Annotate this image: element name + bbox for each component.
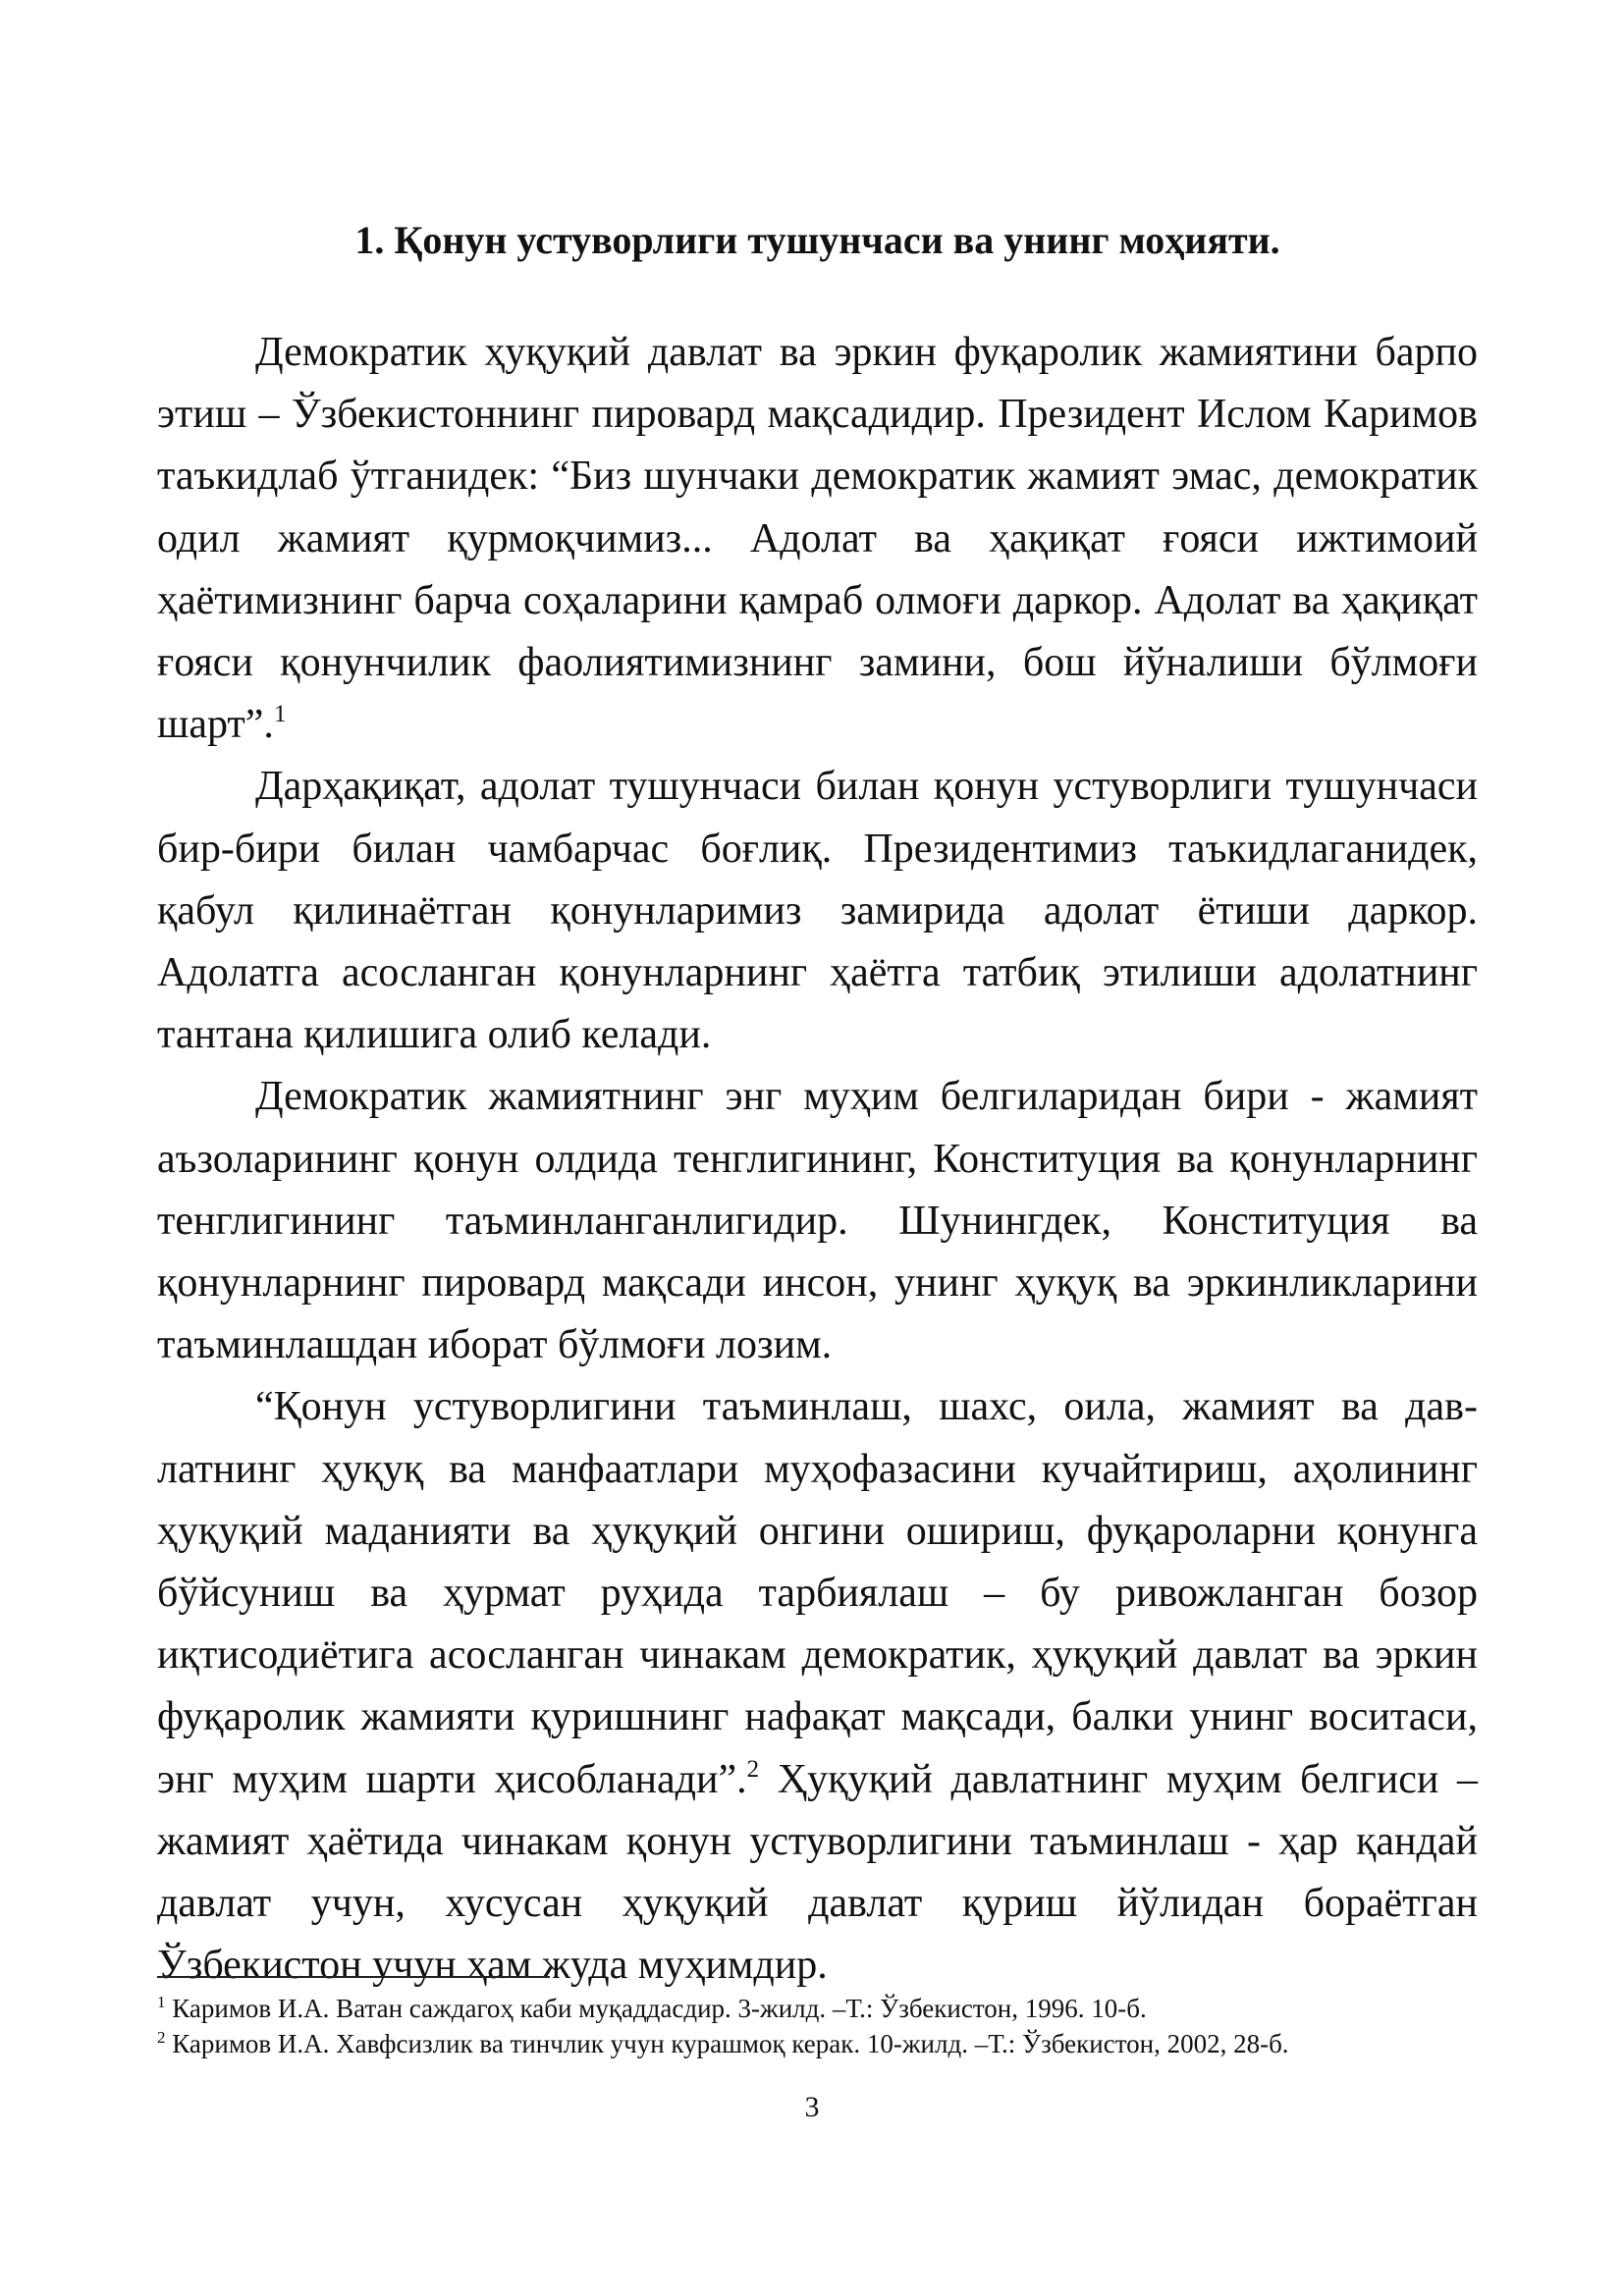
paragraph-text: Демократик жамиятнинг энг муҳим белгиларидан бири - жамият аъзоларининг қонун олдида тенглигининг, Конституция ва қонунларнинг тенглигининг таъминланганлигидир. Шунингдек, Конституция ва қонунларнинг пировард мақсади инсон, унинг ҳуқуқ ва эркинликларини таъминлашдан иборат бўлмоғи лозим. <box>157 1074 1478 1368</box>
paragraph <box>157 756 1478 1066</box>
footnote-ref: 1 <box>273 701 287 728</box>
footnote-mark: 2 <box>157 2028 166 2047</box>
footnote <box>157 2026 1478 2061</box>
paragraph-text: Демократик ҳуқуқий давлат ва эркин фуқаролик жамиятини барпо этиш – Ўзбекистоннинг пировард мақсадидир. Президент Ислом Каримов таъкидлаб ўтганидек: “Биз шунчаки демократик жамият эмас, демократик одил жамият қурмоқчимиз... Адолат ва ҳақиқат ғояси ижтимоий ҳаётимизнинг барча соҳаларини қамраб олмоғи даркор. Адолат ва ҳақиқат ғояси қонунчилик фаолиятимизнинг замини, бош йўналиши бўлмоғи шарт”. <box>157 330 1478 748</box>
section-title: 1. Қонун устуворлиги тушунчаси ва унинг моҳияти. <box>354 218 1280 262</box>
paragraph-text: “Қонун устуворлигини таъминлаш, шахс, оила, жамият ва давлатнинг ҳуқуқ ва манфаатлари муҳофазасини кучайтириш, аҳолининг ҳуқуқий маданияти ва ҳуқуқий онгини ошириш, фуқароларни қонунга бўйсуниш ва ҳурмат руҳида тарбиялаш – бу ривожланган бозор иқтисодиётига асосланган чинакам демократик, ҳуқуқий давлат ва эркин фуқаролик жамияти қуришнинг нафақат мақсади, балки унинг воситаси, энг муҳим шарти ҳисобланади”. <box>157 1384 1478 1802</box>
footnote-divider <box>157 1976 550 1978</box>
footnote <box>157 1991 1478 2026</box>
footnote-text: Каримов И.А. Ватан саждагоҳ каби муқаддасдир. 3-жилд. –Т.: Ўзбекистон, 1996. 10-б. <box>165 1994 1147 2023</box>
page-number: 3 <box>804 2091 820 2123</box>
footnotes <box>157 1991 1478 2061</box>
paragraph <box>157 1376 1478 1997</box>
body-text <box>157 322 1478 1997</box>
footnote-text: Каримов И.А. Хавфсизлик ва тинчлик учун курашмоқ керак. 10-жилд. –Т.: Ўзбекистон, 2002, 28-б. <box>165 2029 1289 2058</box>
footnote-mark: 1 <box>157 1993 166 2011</box>
paragraph-text: Дарҳақиқат, адолат тушунчаси билан қонун устуворлиги тушунчаси бир-бири билан чамбарчас боғлиқ. Президентимиз таъкидлаганидек, қабул қилинаётган қонунларимиз замирида адолат ётиши даркор. Адолатга асосланган қонунларнинг ҳаётга татбиқ этилиши адолатнинг тантана қилишига олиб келади. <box>157 764 1478 1058</box>
paragraph <box>157 1066 1478 1376</box>
footnote-ref: 2 <box>746 1755 760 1783</box>
paragraph-text-after: Ҳуқуқий давлатнинг муҳим белгиси – жамият ҳаётида чинакам қонун устуворлигини таъминлаш - ҳар қандай давлат учун, хусусан ҳуқуқий давлат қуриш йўлидан бораётган Ўзбекистон учун ҳам жуда муҳимдир. <box>157 1756 1478 1989</box>
paragraph <box>157 322 1478 756</box>
